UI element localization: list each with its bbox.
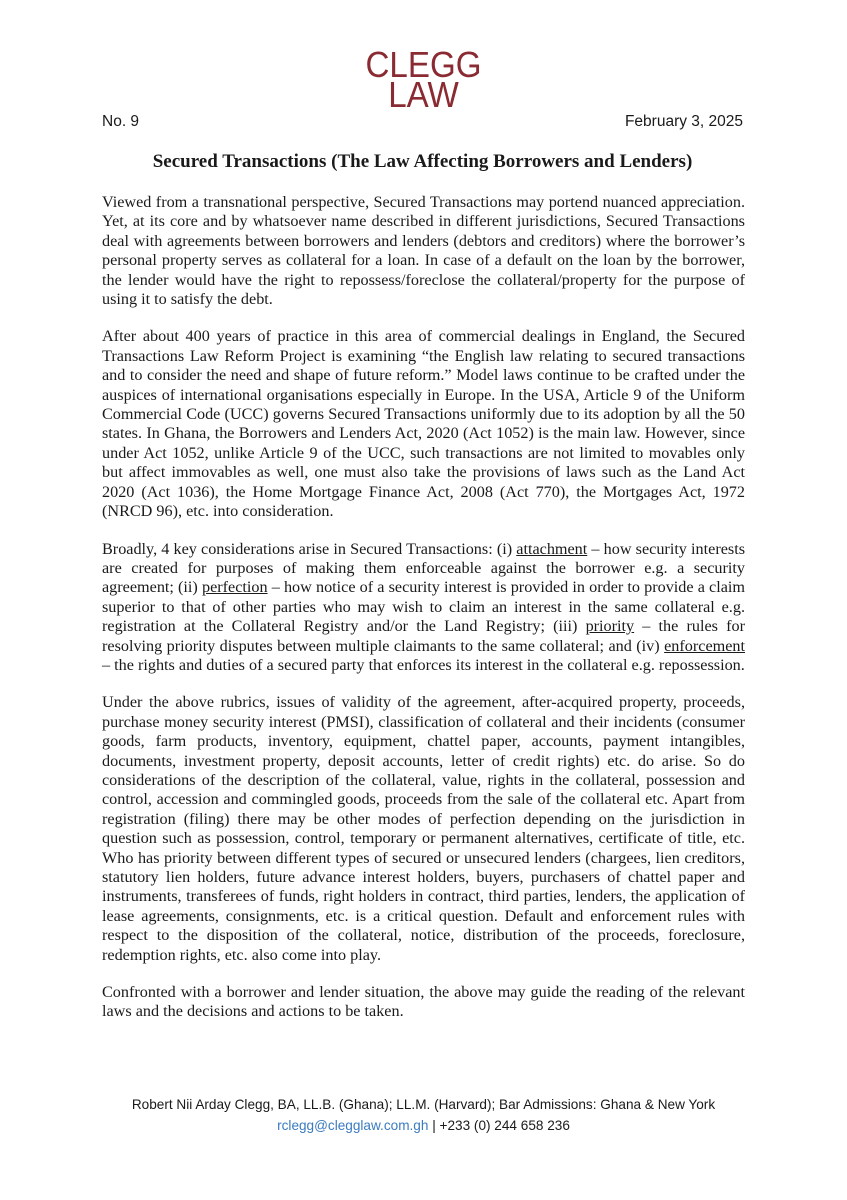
p3-text-1: Broadly, 4 key considerations arise in Secured Transactions: (i) xyxy=(102,539,517,558)
term-attachment: attachment xyxy=(516,539,588,558)
paragraph-4: Under the above rubrics, issues of validity of the agreement, after-acquired property, proceeds, purchase money security interest (PMSI), classification of collateral and their incidents (consumer goods, farm products, inventory, equipment, chattel paper, accounts, payment intangibles, documents, investment property, deposit accounts, letter of credit rights) etc. do arise. So do considerations of the description of the collateral, value, rights in the collateral, possession and control, accession and commingled goods, proceeds from the sale of the collateral etc. Apart from registration (filing) there may be other modes of perfection depending on the jurisdiction in question such as possession, control, temporary or permanent alternatives, certificate of title, etc. Who has priority between different types of secured or unsecured lenders (chargees, lien creditors, statutory lien holders, future advance interest holders, buyers, purchasers of chattel paper and instruments, transferees of funds, right holders in contract, third parties, lenders, the application of lease agreements, consignments, etc. is a critical question. Default and enforcement rules with respect to the disposition of the collateral, notice, distribution of the proceeds, foreclosure, redemption rights, etc. also come into play. xyxy=(102,693,745,964)
paragraph-5: Confronted with a borrower and lender situation, the above may guide the reading of the relevant laws and the decisions and actions to be taken. xyxy=(102,983,745,1021)
document-title: Secured Transactions (The Law Affecting Borrowers and Lenders) xyxy=(152,151,693,172)
p3-text-4: – the rules for resolving priority disputes between multiple claimants to the same collateral; and (iv) xyxy=(102,617,746,655)
logo-line-clegg: CLEGG xyxy=(365,44,482,85)
issue-date: February 3, 2025 xyxy=(624,113,743,130)
contact-separator: | xyxy=(428,1118,440,1133)
author-credentials: Robert Nii Arday Clegg, BA, LL.B. (Ghana); LL.M. (Harvard); Bar Admissions: Ghana & New York xyxy=(131,1097,716,1112)
p3-text-5: – the rights and duties of a secured party that enforces its interest in the collateral e.g. repossession. xyxy=(102,655,745,674)
email-link[interactable]: rclegg@clegglaw.com.gh xyxy=(277,1118,429,1133)
document-footer xyxy=(0,1094,847,1136)
logo-line-law: LAW xyxy=(388,74,459,115)
phone-number: +233 (0) 244 658 236 xyxy=(439,1118,570,1133)
clegg-law-logo xyxy=(0,44,847,115)
paragraph-1: Viewed from a transnational perspective, Secured Transactions may portend nuanced appreciation. Yet, at its core and by whatsoever name described in different jurisdictions, Secured Transactions deal with agreements between borrowers and lenders (debtors and creditors) where the borrower’s personal property serves as collateral for a loan. In case of a default on the loan by the borrower, the lender would have the right to repossess/foreclose the collateral/property for the purpose of using it to satisfy the debt. xyxy=(102,193,745,309)
term-priority: priority xyxy=(585,617,635,636)
issue-number: No. 9 xyxy=(102,113,140,130)
contact-line xyxy=(0,1115,847,1136)
document-body xyxy=(102,193,745,1040)
term-perfection: perfection xyxy=(201,578,268,597)
p3-text-3: – how notice of a security interest is provided in order to provide a claim superior to that of other parties who may wish to claim an interest in the same collateral e.g. registration at the Collateral Registry and/or the Land Registry; (iii) xyxy=(102,578,746,636)
paragraph-3 xyxy=(102,540,745,676)
p3-text-2: – how security interests are created for purposes of making them enforceable against the borrower e.g. a security agreement; (ii) xyxy=(102,539,745,597)
term-enforcement: enforcement xyxy=(664,636,745,655)
paragraph-2: After about 400 years of practice in this area of commercial dealings in England, the Secured Transactions Law Reform Project is examining “the English law relating to secured transactions and to consider the need and shape of future reform.” Model laws continue to be crafted under the auspices of international organisations especially in Europe. In the USA, Article 9 of the Uniform Commercial Code (UCC) governs Secured Transactions uniformly due to its adoption by all the 50 states. In Ghana, the Borrowers and Lenders Act, 2020 (Act 1052) is the main law. However, since under Act 1052, unlike Article 9 of the UCC, such transactions are not limited to movables only but affect immovables as well, one must also take the provisions of laws such as the Land Act 2020 (Act 1036), the Home Mortgage Finance Act, 2008 (Act 770), the Mortgages Act, 1972 (NRCD 96), etc. into consideration. xyxy=(102,327,745,521)
